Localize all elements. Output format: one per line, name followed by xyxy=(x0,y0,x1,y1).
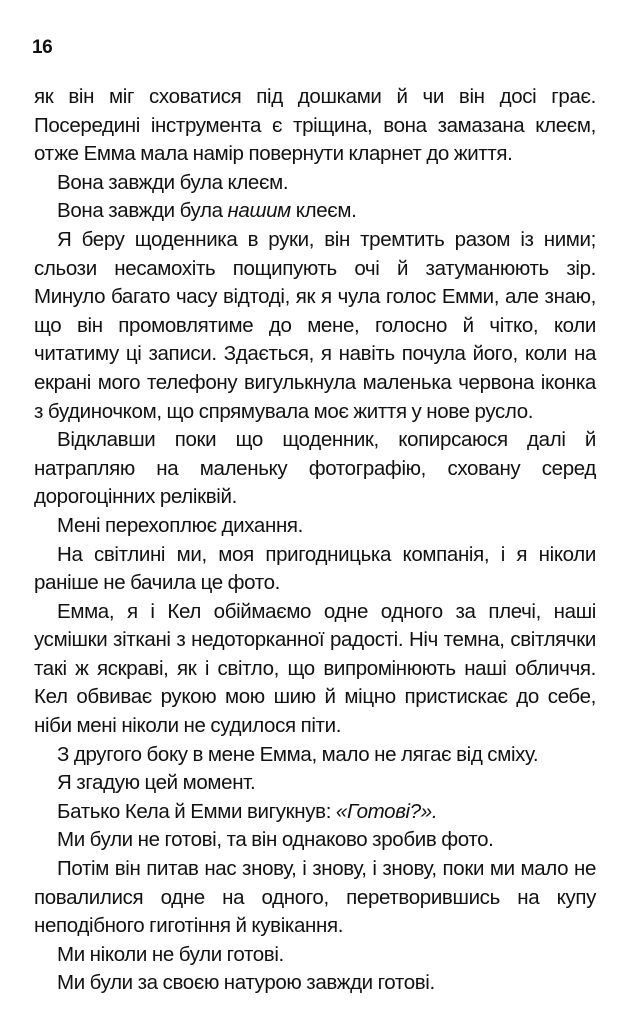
paragraph-10: Я згадую цей момент. xyxy=(57,771,256,795)
paragraph-7: На світлині ми, моя пригодницька компанія, і я ніколи раніше не бачила це фото. xyxy=(34,542,596,595)
paragraph-3-emphasis: нашим xyxy=(227,199,291,223)
paragraph-1: як він міг сховатися під дошками й чи він досі грає. Посередині інструмента є тріщина, вона замазана клеєм, отже Емма мала намір повернути кларнет до життя. xyxy=(34,85,596,166)
paragraph-11 xyxy=(34,798,596,827)
paragraph-2: Вона завжди була клеєм. xyxy=(57,170,289,194)
paragraph-8: Емма, я і Кел обіймаємо одне одного за плечі, наші усмішки зіткані з недоторканної радості. Ніч темна, світлячки такі ж яскраві, як і світло, що випромінюють наші обличчя. Кел обвиває рукою мою шию й міцно пристискає до себе, ніби мені ніколи не судилося піти. xyxy=(34,599,596,738)
paragraph-3 xyxy=(34,197,596,226)
paragraph-13: Потім він питав нас знову, і знову, і знову, поки ми мало не повалилися одне на одного, перетворившись на купу неподібного гиготіння й кувікання. xyxy=(34,857,596,938)
paragraph-5: Відклавши поки що щоденник, копирсаюся далі й натрапляю на маленьку фотографію, сховану серед дорогоцінних реліквій. xyxy=(34,428,596,509)
paragraph-15: Ми були за своєю натурою завжди готові. xyxy=(57,971,435,995)
paragraph-11-emphasis: «Готові?». xyxy=(335,799,438,823)
page-number: 16 xyxy=(32,37,53,58)
paragraph-3-after: клеєм. xyxy=(290,199,357,223)
paragraph-3-before: Вона завжди була xyxy=(57,199,228,223)
paragraph-14: Ми ніколи не були готові. xyxy=(57,942,284,966)
paragraph-6: Мені перехоплює дихання. xyxy=(57,513,304,537)
body-text xyxy=(34,83,596,998)
paragraph-9: З другого боку в мене Емма, мало не лягає від сміху. xyxy=(57,742,539,766)
paragraph-12: Ми були не готові, та він однаково зробив фото. xyxy=(57,828,494,852)
paragraph-11-before: Батько Кела й Емми вигукнув: xyxy=(57,799,336,823)
paragraph-4: Я беру щоденника в руки, він тремтить разом із ними; сльози несамохіть пощипують очі й затуманюють зір. Минуло багато часу відтоді, як я чула голос Емми, але знаю, що він промовлятиме до мене, голосно й чітко, коли читатиму ці записи. Здається, я навіть почула його, коли на екрані мого телефону вигулькнула маленька червона іконка з будиночком, що спрямувала моє життя у нове русло. xyxy=(34,227,596,423)
